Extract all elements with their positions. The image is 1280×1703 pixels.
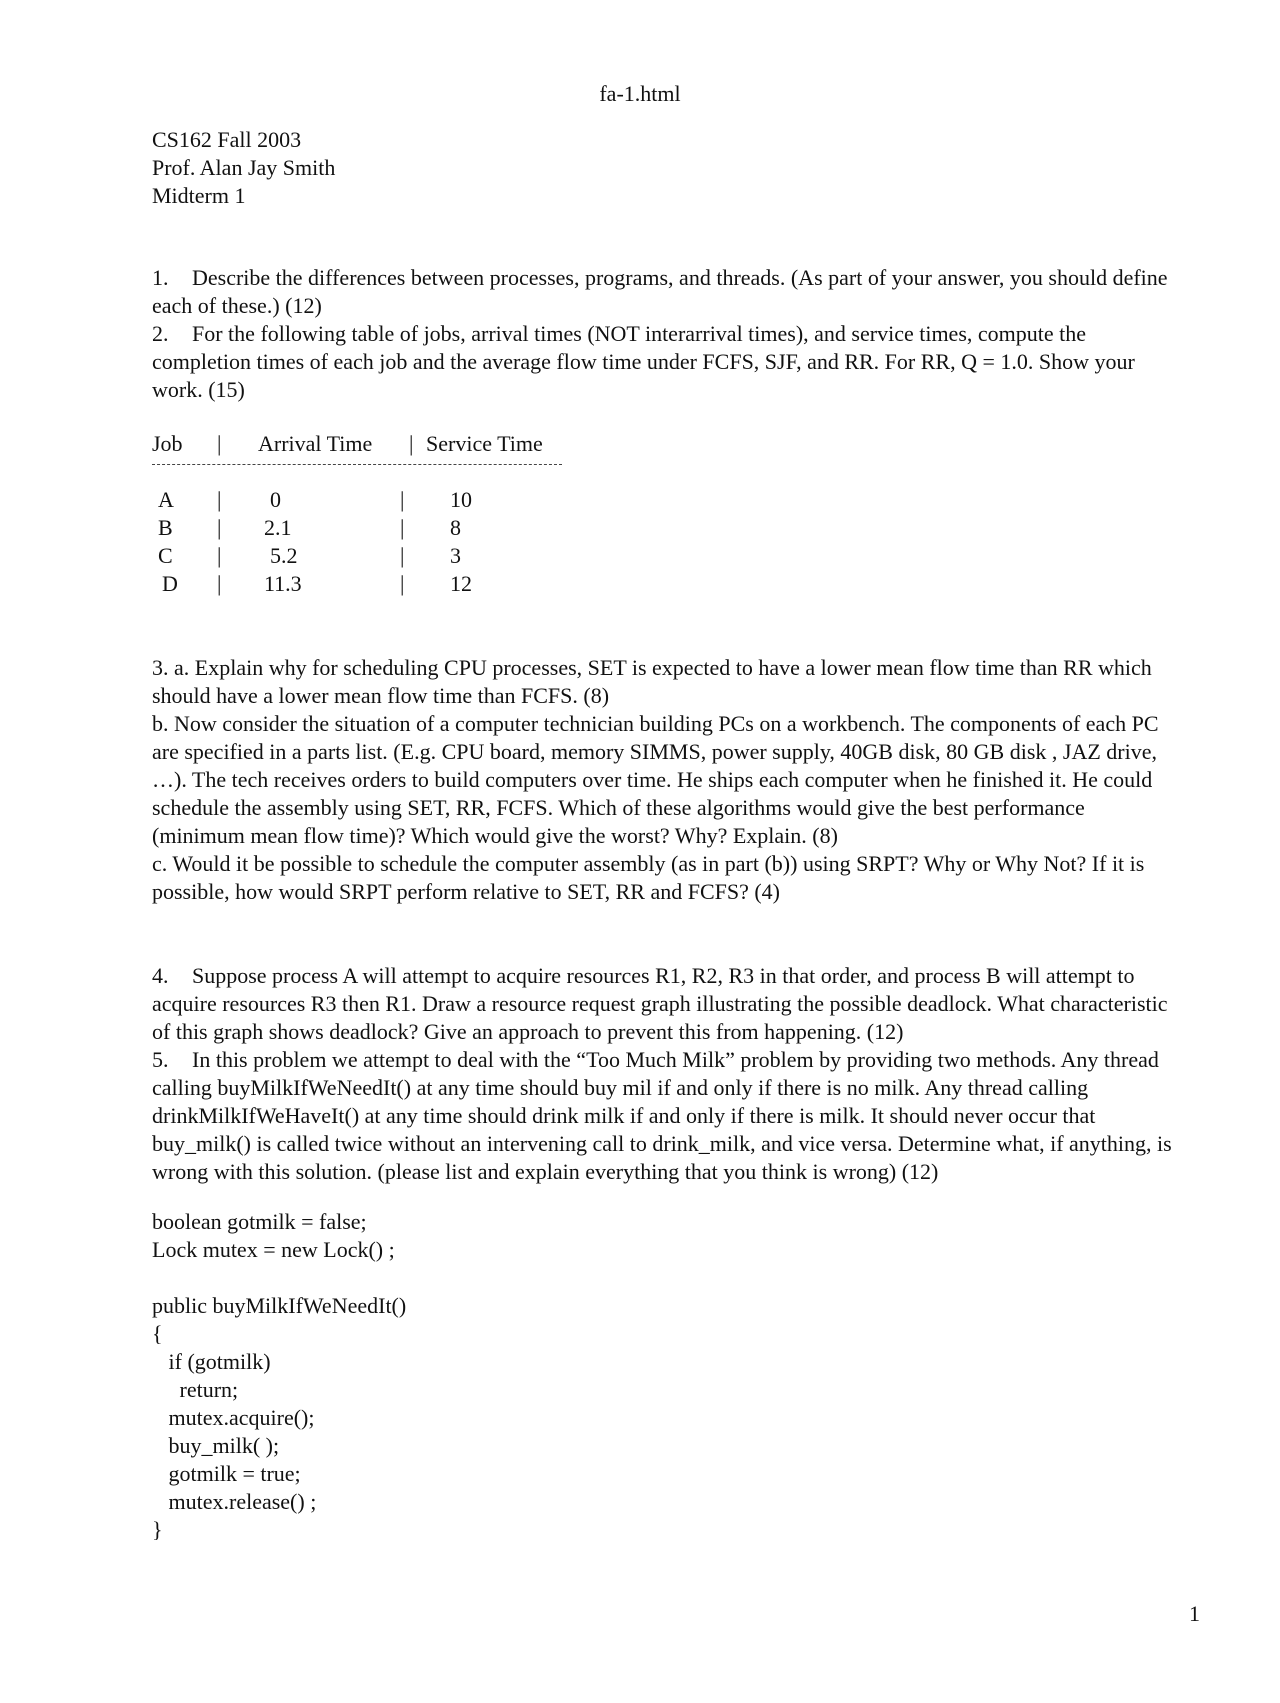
question-3c-text: c. Would it be possible to schedule the computer assembly (as in part (b)) using SRPT? Why or Why Not? If it is possible, how would SRPT perform relative to SET, RR and FCFS? (4) [152,851,1145,904]
question-3 [152,654,1182,906]
cell-sep: | [400,487,405,512]
question-4-text: Suppose process A will attempt to acquire resources R1, R2, R3 in that order, and process B will attempt to acquire resources R3 then R1. Draw a resource request graph illustrating the possible deadlock. What characteristic of this graph shows deadlock? Give an approach to prevent this from happening. (12) [152,963,1168,1044]
cell-sep: | [400,571,405,596]
cell-sep: | [400,543,405,568]
cell-job: D [162,571,178,596]
code-line: Lock mutex = new Lock() ; [152,1237,395,1262]
cell-arrival: 0 [270,487,281,512]
cell-sep: | [217,543,222,568]
exam-header [152,126,335,210]
question-5-text: In this problem we attempt to deal with the “Too Much Milk” problem by providing two methods. Any thread calling buyMilkIfWeNeedIt() at any time should buy mil if and only if there is no milk. Any thread calling drinkMilkIfWeHaveIt() at any time should drink milk if and only if there is milk. It should never occur that buy_milk() is called twice without an intervening call to drink_milk, and vice versa. Determine what, if anything, is wrong with this solution. (please list and explain everything that you think is wrong) (12) [152,1047,1172,1184]
cell-sep: | [217,487,222,512]
cell-sep: | [217,571,222,596]
question-3a-text: 3. a. Explain why for scheduling CPU processes, SET is expected to have a lower mean flow time than RR which should have a lower mean flow time than FCFS. (8) [152,655,1152,708]
cell-job: C [158,543,173,568]
code-line: buy_milk( ); [152,1433,280,1458]
code-declarations [152,1208,395,1264]
header-sep-1: | [217,431,222,456]
professor-name: Prof. Alan Jay Smith [152,155,336,180]
question-2-number: 2. [152,321,169,346]
cell-service: 10 [450,487,472,512]
question-1-number: 1. [152,265,169,290]
question-3b-text: b. Now consider the situation of a computer technician building PCs on a workbench. The components of each PC are specified in a parts list. (E.g. CPU board, memory SIMMS, power supply, 40GB disk, 80 GB disk , JAZ drive, …). The tech receives orders to build computers over time. He ships each computer when he finished it. He could schedule the assembly using SET, RR, FCFS. Which of these algorithms would give the best performance (minimum mean flow time)? Which would give the worst? Why? Explain. (8) [152,711,1159,848]
course-title: CS162 Fall 2003 [152,127,302,152]
code-method [152,1292,406,1544]
code-line: { [152,1321,163,1346]
cell-arrival: 5.2 [270,543,298,568]
header-arrival: Arrival Time [258,431,373,456]
header-sep-2: | [409,431,414,456]
header-job: Job [152,431,183,456]
code-line: if (gotmilk) [152,1349,271,1374]
code-line: boolean gotmilk = false; [152,1209,367,1234]
code-line: return; [152,1377,239,1402]
cell-job: B [158,515,173,540]
question-4-number: 4. [152,963,169,988]
question-5-number: 5. [152,1047,169,1072]
cell-sep: | [217,515,222,540]
cell-service: 8 [450,515,461,540]
exam-title: Midterm 1 [152,183,246,208]
header-service: Service Time [426,431,543,456]
page-number: 1 [1189,1601,1200,1626]
code-line: mutex.acquire(); [152,1405,315,1430]
cell-service: 12 [450,571,472,596]
question-2 [152,320,1182,404]
question-4 [152,962,1182,1046]
page-header-filename: fa-1.html [599,81,681,106]
question-2-text: For the following table of jobs, arrival times (NOT interarrival times), and service times, compute the completion times of each job and the average flow time under FCFS, SJF, and RR. For RR, Q = 1.0. Show your work. (15) [152,321,1135,402]
code-line: mutex.release() ; [152,1489,317,1514]
table-divider [152,464,562,465]
question-1 [152,264,1182,320]
code-line: public buyMilkIfWeNeedIt() [152,1293,407,1318]
question-1-text: Describe the differences between processes, programs, and threads. (As part of your answer, you should define each of these.) (12) [152,265,1168,318]
cell-arrival: 11.3 [264,571,302,596]
code-line: gotmilk = true; [152,1461,301,1486]
cell-service: 3 [450,543,461,568]
cell-arrival: 2.1 [264,515,292,540]
cell-sep: | [400,515,405,540]
question-5 [152,1046,1182,1186]
code-line: } [152,1517,163,1542]
cell-job: A [158,487,174,512]
